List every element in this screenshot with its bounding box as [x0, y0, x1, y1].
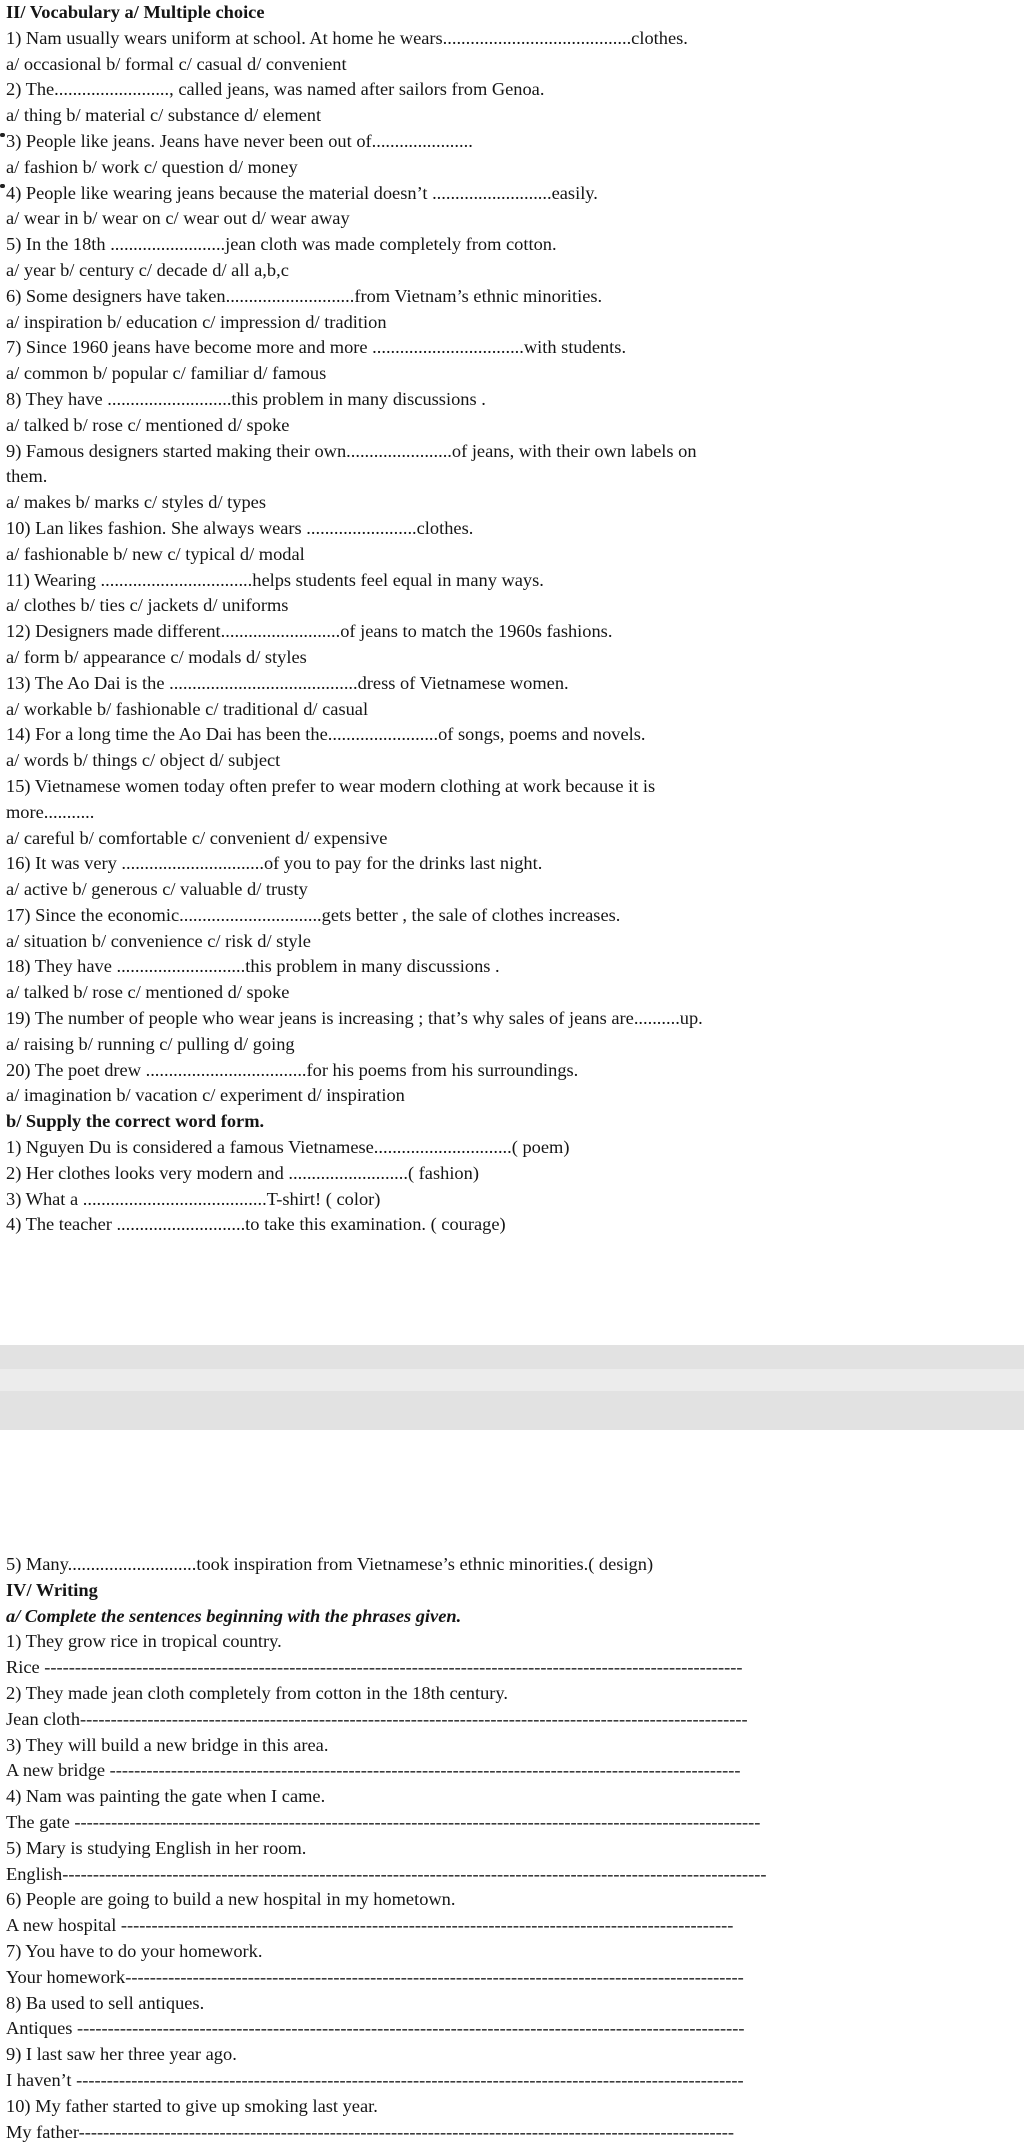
answer-line: Rice ------------------------------------------------------------------------------------------------------------------: [6, 1657, 743, 1678]
subsection-heading: a/ Complete the sentences beginning with the phrases given.: [6, 1605, 462, 1626]
prompt-line: 4) Nam was painting the gate when I came.: [6, 1786, 326, 1807]
page-gap-stripe: [0, 1369, 1024, 1391]
prompt-line: 10) My father started to give up smoking last year.: [6, 2095, 378, 2116]
options-line: a/ raising b/ running c/ pulling d/ going: [6, 1033, 295, 1054]
answer-line: English-------------------------------------------------------------------------------------------------------------------: [6, 1863, 767, 1884]
answer-line: Your homework-----------------------------------------------------------------------------------------------------: [6, 1966, 744, 1987]
question-line: 1) Nam usually wears uniform at school. At home he wears.........................................clothes.: [6, 27, 688, 48]
question-line-continued: more...........: [6, 801, 95, 822]
answer-line: I haven’t -------------------------------------------------------------------------------------------------------------: [6, 2069, 744, 2090]
question-line: 7) Since 1960 jeans have become more and more .................................with students.: [6, 337, 627, 358]
options-line: a/ imagination b/ vacation c/ experiment d/ inspiration: [6, 1085, 405, 1106]
prompt-line: 2) They made jean cloth completely from cotton in the 18th century.: [6, 1682, 509, 1703]
prompt-line: 8) Ba used to sell antiques.: [6, 1992, 205, 2013]
options-line: a/ thing b/ material c/ substance d/ element: [6, 105, 322, 126]
question-line: 16) It was very ...............................of you to pay for the drinks last night.: [6, 853, 543, 874]
question-line: 15) Vietnamese women today often prefer to wear modern clothing at work because it is: [6, 775, 656, 796]
options-line: a/ wear in b/ wear on c/ wear out d/ wear away: [6, 208, 350, 229]
answer-line: Antiques -------------------------------------------------------------------------------------------------------------: [6, 2018, 745, 2039]
answer-line: Jean cloth-------------------------------------------------------------------------------------------------------------: [6, 1708, 748, 1729]
word-form-line: 2) Her clothes looks very modern and ..........................( fashion): [6, 1162, 479, 1183]
question-line: 6) Some designers have taken............................from Vietnam’s ethnic minorities.: [6, 285, 603, 306]
section-heading: II/ Vocabulary a/ Multiple choice: [6, 2, 265, 22]
question-line: 4) People like wearing jeans because the material doesn’t ..........................easily.: [6, 182, 598, 203]
options-line: a/ inspiration b/ education c/ impression d/ tradition: [6, 311, 387, 332]
question-line: 3) People like jeans. Jeans have never been out of......................: [6, 130, 473, 151]
prompt-line: 5) Mary is studying English in her room.: [6, 1837, 307, 1858]
options-line: a/ talked b/ rose c/ mentioned d/ spoke: [6, 414, 290, 435]
options-line: a/ makes b/ marks c/ styles d/ types: [6, 492, 266, 513]
options-line: a/ fashion b/ work c/ question d/ money: [6, 156, 298, 177]
options-line: a/ talked b/ rose c/ mentioned d/ spoke: [6, 982, 290, 1003]
options-line: a/ words b/ things c/ object d/ subject: [6, 750, 281, 771]
options-line: a/ form b/ appearance c/ modals d/ styles: [6, 646, 307, 667]
prompt-line: 7) You have to do your homework.: [6, 1940, 263, 1961]
question-line-continued: them.: [6, 466, 48, 487]
answer-line: A new hospital ----------------------------------------------------------------------------------------------------: [6, 1915, 734, 1936]
question-line: 18) They have ............................this problem in many discussions .: [6, 956, 500, 977]
prompt-line: 1) They grow rice in tropical country.: [6, 1631, 282, 1652]
question-line: 17) Since the economic...............................gets better , the sale of clothes increases.: [6, 904, 621, 925]
worksheet-page-bottom: [0, 1430, 1024, 2153]
word-form-line: 1) Nguyen Du is considered a famous Vietnamese..............................( poem): [6, 1137, 570, 1158]
margin-mark: [0, 133, 5, 137]
question-line: 12) Designers made different..........................of jeans to match the 1960s fashions.: [6, 621, 613, 642]
options-line: a/ clothes b/ ties c/ jackets d/ uniforms: [6, 595, 289, 616]
question-line: 5) In the 18th .........................jean cloth was made completely from cotton.: [6, 234, 557, 255]
word-form-line: 3) What a ........................................T-shirt! ( color): [6, 1188, 381, 1209]
page-gap: [0, 1345, 1024, 1430]
writing-section: [6, 1552, 886, 2145]
section-heading: b/ Supply the correct word form.: [6, 1111, 265, 1132]
question-line: 19) The number of people who wear jeans is increasing ; that’s why sales of jeans are..........up.: [6, 1008, 703, 1029]
options-line: a/ year b/ century c/ decade d/ all a,b,c: [6, 259, 289, 280]
question-line: 9) Famous designers started making their own.......................of jeans, with their own labels on: [6, 440, 697, 461]
options-line: a/ careful b/ comfortable c/ convenient d/ expensive: [6, 827, 388, 848]
options-line: a/ workable b/ fashionable c/ traditional d/ casual: [6, 698, 369, 719]
options-line: a/ fashionable b/ new c/ typical d/ modal: [6, 543, 305, 564]
answer-line: My father-----------------------------------------------------------------------------------------------------------: [6, 2121, 734, 2142]
vocabulary-section: [6, 0, 886, 1238]
margin-mark: [0, 184, 5, 188]
prompt-line: 9) I last saw her three year ago.: [6, 2044, 237, 2065]
question-line: 20) The poet drew ...................................for his poems from his surroundings.: [6, 1059, 579, 1080]
question-line: 8) They have ...........................this problem in many discussions .: [6, 388, 486, 409]
question-line: 14) For a long time the Ao Dai has been the........................of songs, poems and novels.: [6, 724, 646, 745]
options-line: a/ occasional b/ formal c/ casual d/ convenient: [6, 53, 347, 74]
question-line: 10) Lan likes fashion. She always wears ........................clothes.: [6, 517, 474, 538]
question-line: 13) The Ao Dai is the .........................................dress of Vietnamese women.: [6, 672, 569, 693]
answer-line: The gate ----------------------------------------------------------------------------------------------------------------: [6, 1811, 761, 1832]
options-line: a/ common b/ popular c/ familiar d/ famous: [6, 363, 327, 384]
answer-line: A new bridge -------------------------------------------------------------------------------------------------------: [6, 1760, 741, 1781]
question-line: 11) Wearing .................................helps students feel equal in many ways.: [6, 569, 544, 590]
question-line: 2) The........................., called jeans, was named after sailors from Genoa.: [6, 79, 545, 100]
word-form-line: 5) Many............................took inspiration from Vietnamese’s ethnic minorities.( design): [6, 1554, 654, 1574]
prompt-line: 6) People are going to build a new hospital in my hometown.: [6, 1889, 456, 1910]
options-line: a/ situation b/ convenience c/ risk d/ style: [6, 930, 311, 951]
prompt-line: 3) They will build a new bridge in this area.: [6, 1734, 329, 1755]
section-heading: IV/ Writing: [6, 1579, 98, 1600]
options-line: a/ active b/ generous c/ valuable d/ trusty: [6, 879, 308, 900]
word-form-line: 4) The teacher ............................to take this examination. ( courage): [6, 1214, 506, 1235]
